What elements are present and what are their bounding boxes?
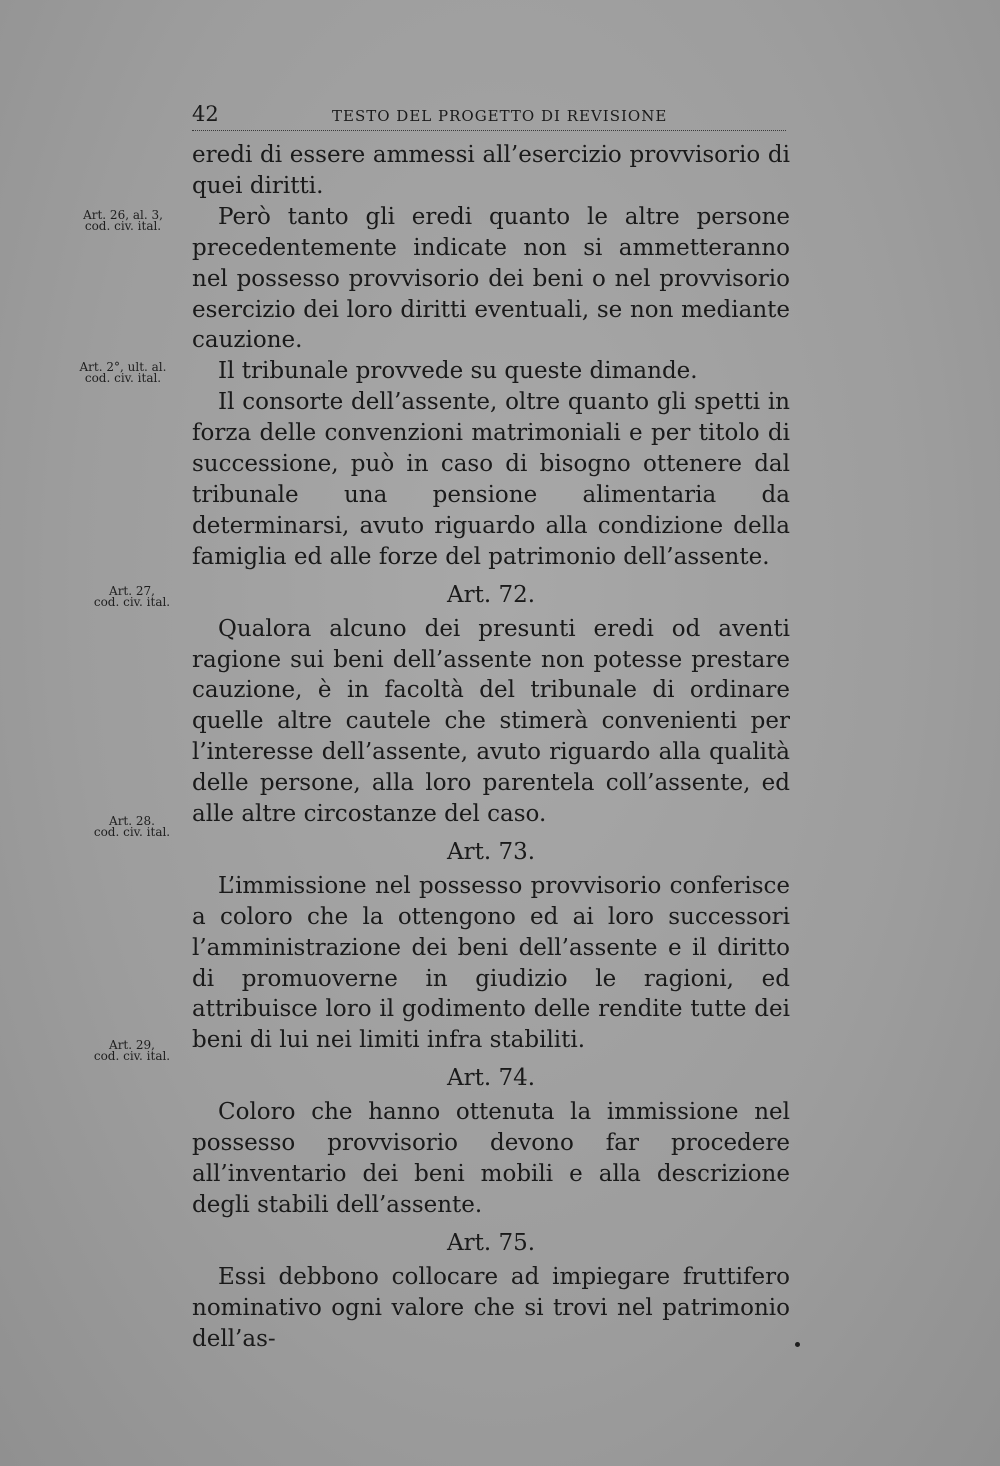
- article-heading: Art. 74.: [446, 1065, 536, 1092]
- margin-note: [63, 362, 183, 384]
- article-heading: Art. 75.: [446, 1229, 536, 1256]
- article-heading: Art. 72.: [446, 581, 536, 608]
- margin-note-article: Art. 28.: [109, 814, 155, 828]
- margin-note-article: Art. 2°, ult. al.: [79, 360, 167, 374]
- margin-note-code: cod. civ. ital.: [84, 371, 162, 385]
- paragraph: eredi di essere ammessi all’esercizio provvisorio di quei diritti.: [192, 142, 790, 199]
- article-heading: Art. 73.: [446, 838, 536, 865]
- margin-note: [63, 210, 183, 232]
- margin-note-code: cod. civ. ital.: [93, 595, 171, 609]
- paragraph: Essi debbono collocare ad impiegare fruttifero nominativo ogni valore che si trovi nel patrimonio dell’as-: [192, 1263, 790, 1352]
- margin-note-article: Art. 29,: [109, 1038, 155, 1052]
- header-title: TESTO DEL PROGETTO DI REVISIONE: [332, 107, 668, 125]
- paragraph: Il tribunale provvede su queste dimande.: [218, 358, 698, 385]
- margin-note-code: cod. civ. ital.: [93, 1049, 171, 1063]
- paragraph: Però tanto gli eredi quanto le altre persone precedentemente indicate non si ammetteranno nel possesso provvisorio dei beni o nel provvisorio esercizio dei loro diritti eventuali, se non mediante cauzione.: [192, 203, 790, 354]
- paragraph: Qualora alcuno dei presunti eredi od aventi ragione sui beni dell’assente non potesse prestare cauzione, è in facoltà del tribunale di ordinare quelle altre cautele che stimerà convenienti per l’interesse dell’assente, avuto riguardo alla qualità delle persone, alla loro parentela coll’assente, ed alle altre circostanze del caso.: [192, 615, 790, 828]
- margin-note: [72, 816, 192, 838]
- paragraph: L’immissione nel possesso provvisorio conferisce a coloro che la ottengono ed ai loro successori l’amministrazione dei beni dell’assente e il diritto di promuoverne in giudizio le ragioni, ed attribuisce loro il godimento delle rendite tutte dei beni di lui nei limiti infra stabiliti.: [192, 872, 790, 1054]
- margin-note-code: cod. civ. ital.: [93, 825, 171, 839]
- margin-note-article: Art. 26, al. 3,: [83, 208, 163, 222]
- paragraph: Il consorte dell’assente, oltre quanto gli spetti in forza delle convenzioni matrimoniali e per titolo di successione, può in caso di bisogno ottenere dal tribunale una pensione alimentaria da determinarsi, avuto riguardo alla condizione della famiglia ed alle forze del patrimonio dell’assente.: [192, 389, 790, 570]
- margin-note: [72, 586, 192, 608]
- running-head: [192, 100, 786, 131]
- margin-note: [72, 1040, 192, 1062]
- ink-speck: [795, 1342, 800, 1347]
- margin-note-code: cod. civ. ital.: [84, 219, 162, 233]
- body-text: [192, 140, 790, 1354]
- page-number: 42: [192, 102, 219, 126]
- paragraph: Coloro che hanno ottenuta la immissione nel possesso provvisorio devono far procedere all’inventario dei beni mobili e alla descrizione degli stabili dell’assente.: [192, 1099, 790, 1218]
- margin-note-article: Art. 27,: [109, 584, 155, 598]
